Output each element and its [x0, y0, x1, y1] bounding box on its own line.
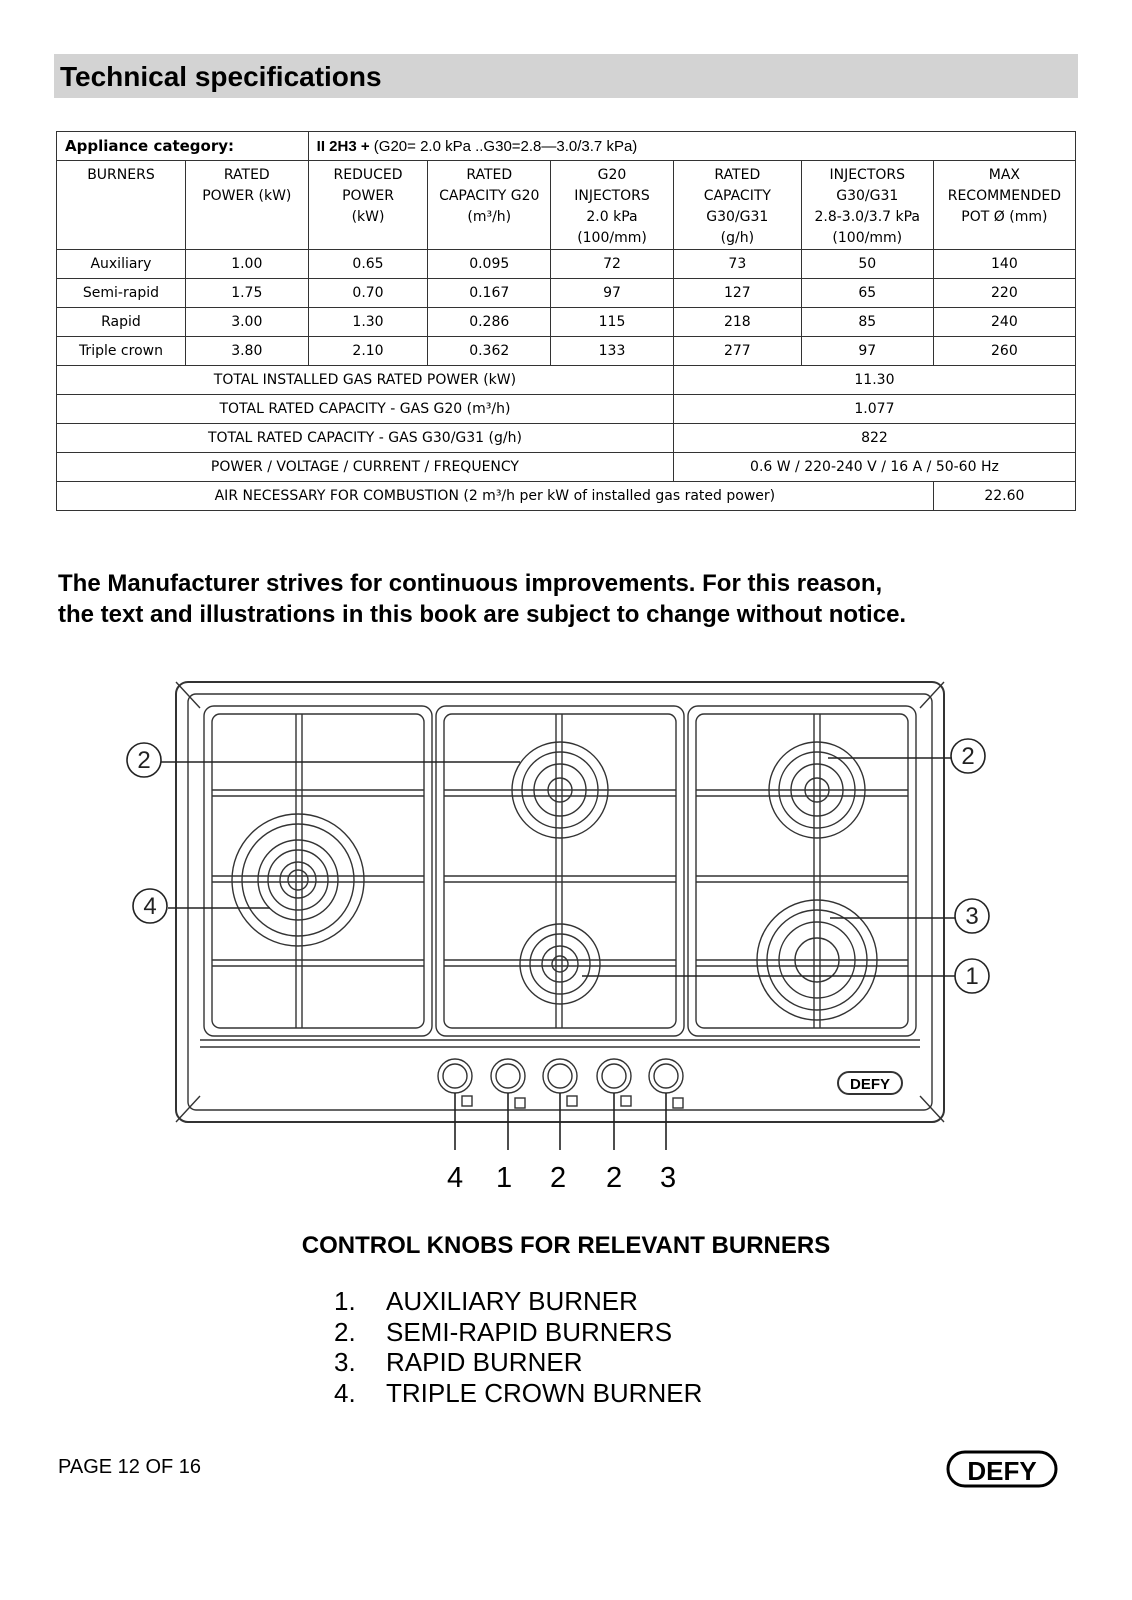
total-row — [57, 453, 1076, 482]
table-cell: 1.30 — [308, 308, 428, 337]
table-cell: 0.167 — [428, 279, 551, 308]
header-cell: RATED POWER (kW) — [185, 161, 308, 250]
table-cell: 0.362 — [428, 337, 551, 366]
header-cell: RATED CAPACITY G30/G31 (g/h) — [673, 161, 801, 250]
total-label: TOTAL RATED CAPACITY - GAS G20 (m³/h) — [57, 395, 674, 424]
page-title: Technical specifications — [60, 61, 382, 92]
table-cell: 3.00 — [185, 308, 308, 337]
total-value: 0.6 W / 220-240 V / 16 A / 50-60 Hz — [673, 453, 1075, 482]
table-cell: 97 — [801, 337, 933, 366]
air-label: AIR NECESSARY FOR COMBUSTION (2 m³/h per kW of installed gas rated power) — [57, 482, 934, 511]
table-cell: 65 — [801, 279, 933, 308]
header-cell: INJECTORS G30/G31 2.8-3.0/3.7 kPa (100/mm) — [801, 161, 933, 250]
knob-number: 4 — [447, 1162, 464, 1194]
knob-number: 2 — [606, 1162, 623, 1194]
knob-number: 2 — [550, 1162, 567, 1194]
table-cell: 85 — [801, 308, 933, 337]
table-cell: 2.10 — [308, 337, 428, 366]
table-cell: 260 — [933, 337, 1075, 366]
total-row — [57, 395, 1076, 424]
auxiliary-burner — [520, 924, 600, 1004]
knob-number: 3 — [660, 1162, 677, 1194]
table-cell: Auxiliary — [57, 250, 186, 279]
table-cell: 0.286 — [428, 308, 551, 337]
table-cell: Semi-rapid — [57, 279, 186, 308]
table-row — [57, 250, 1076, 279]
table-cell: 50 — [801, 250, 933, 279]
total-label: TOTAL RATED CAPACITY - GAS G30/G31 (g/h) — [57, 424, 674, 453]
notice-line: The Manufacturer strives for continuous improvements. For this reason, — [58, 570, 883, 597]
section-header-bar — [54, 54, 1078, 98]
total-label: POWER / VOLTAGE / CURRENT / FREQUENCY — [57, 453, 674, 482]
air-row — [57, 482, 1076, 511]
table-cell: 0.65 — [308, 250, 428, 279]
table-cell: 115 — [551, 308, 674, 337]
table-row — [57, 308, 1076, 337]
total-label: TOTAL INSTALLED GAS RATED POWER (kW) — [57, 366, 674, 395]
table-cell: 73 — [673, 250, 801, 279]
logo-text: DEFY — [967, 1456, 1037, 1486]
appliance-category-label: Appliance category: — [57, 132, 309, 161]
table-cell: Triple crown — [57, 337, 186, 366]
pan-support-left — [204, 706, 432, 1036]
burner-list — [334, 1286, 702, 1408]
table-cell: 133 — [551, 337, 674, 366]
appliance-category-value: II 2H3 + (G20= 2.0 kPa ..G30=2.8—3.0/3.7 kPa) — [308, 132, 1075, 161]
header-cell: MAX RECOMMENDED POT Ø (mm) — [933, 161, 1075, 250]
callout-label: 3 — [965, 903, 979, 930]
header-cell: BURNERS — [57, 161, 186, 250]
header-cell: REDUCED POWER (kW) — [308, 161, 428, 250]
table-cell: 140 — [933, 250, 1075, 279]
callout-label: 2 — [961, 743, 975, 770]
air-value: 22.60 — [933, 482, 1075, 511]
table-cell: Rapid — [57, 308, 186, 337]
header-cell: G20 INJECTORS 2.0 kPa (100/mm) — [551, 161, 674, 250]
knobs-title: CONTROL KNOBS FOR RELEVANT BURNERS — [301, 1232, 831, 1259]
list-item: 2. SEMI-RAPID BURNERS — [334, 1316, 673, 1347]
total-row — [57, 424, 1076, 453]
total-row — [57, 366, 1076, 395]
defy-logo — [946, 1450, 1058, 1490]
list-item: 3. RAPID BURNER — [334, 1347, 583, 1377]
table-header-row — [57, 161, 1076, 250]
table-cell: 97 — [551, 279, 674, 308]
header-cell: RATED CAPACITY G20 (m³/h) — [428, 161, 551, 250]
list-item: 1. AUXILIARY BURNER — [334, 1286, 638, 1316]
list-item: 4. TRIPLE CROWN BURNER — [334, 1377, 703, 1408]
page-number: PAGE 12 OF 16 — [58, 1456, 202, 1478]
callout-label: 2 — [137, 747, 151, 774]
pan-support-middle — [436, 706, 684, 1036]
notice-line: the text and illustrations in this book are subject to change without notice. — [58, 601, 907, 628]
table-cell: 240 — [933, 308, 1075, 337]
hob-diagram — [120, 680, 1000, 1150]
table-cell: 1.00 — [185, 250, 308, 279]
table-cell: 127 — [673, 279, 801, 308]
table-cell: 0.70 — [308, 279, 428, 308]
callout-label: 1 — [965, 963, 979, 990]
callout-label: 4 — [143, 893, 157, 920]
total-value: 1.077 — [673, 395, 1075, 424]
callout-circles — [127, 739, 989, 993]
table-cell: 218 — [673, 308, 801, 337]
knob-number: 1 — [496, 1162, 513, 1194]
table-cell: 0.095 — [428, 250, 551, 279]
brand-badge-text: DEFY — [849, 1076, 891, 1093]
table-cell: 3.80 — [185, 337, 308, 366]
table-cell: 1.75 — [185, 279, 308, 308]
table-row — [57, 279, 1076, 308]
triple-crown-burner — [232, 814, 364, 946]
table-cell: 72 — [551, 250, 674, 279]
table-row — [57, 337, 1076, 366]
table-cell: 220 — [933, 279, 1075, 308]
total-value: 11.30 — [673, 366, 1075, 395]
technical-spec-table — [56, 131, 1076, 511]
manufacturer-notice — [58, 568, 1058, 630]
total-value: 822 — [673, 424, 1075, 453]
table-cell: 277 — [673, 337, 801, 366]
